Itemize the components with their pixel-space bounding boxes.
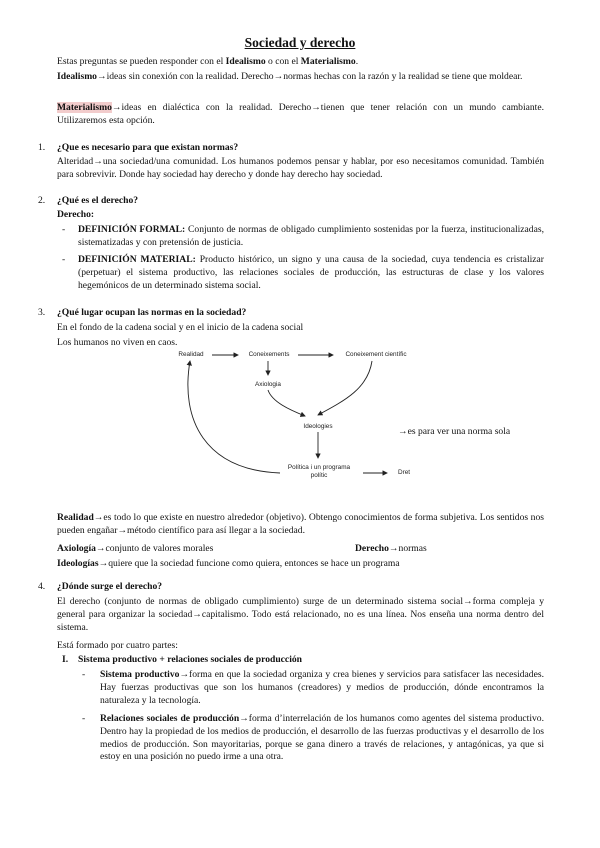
- arrow-axiologia-ideologies: [268, 390, 305, 416]
- bullet-dash: -: [62, 254, 66, 265]
- q4-formed-by: Está formado por cuatro partes:: [57, 640, 178, 651]
- materialismo-definition: Materialismo→ideas en dialéctica con la realidad. Derecho→tienen que tener relación con un mundo cambiante. Utilizaremos esta opción.: [57, 102, 544, 126]
- node-ideologies: Ideologies: [303, 423, 333, 430]
- relaciones-sociales-definition: Relaciones sociales de producción→forma d’interrelación de los humanos como agentes del sistema productivo. Dentro hay la propiedad de los medios de producción, el desarrollo de las fuerzas productivas y el desarrollo de los medios de producción. Son mayoritarias, porque se gana dinero a través de relaciones, y antagónicas, ya que si estoy en una posición no puedo irme a una otra.: [100, 713, 544, 763]
- definicion-material: DEFINICIÓN MATERIAL: Producto histórico, un signo y una causa de la sociedad, cuya tendencia es cristalizar (perpetuar) el sistema productivo, las relaciones sociales de producción, las estructuras de clase y los valores hegemónicos de un determinado sistema social.: [78, 254, 544, 291]
- arrow-cientific-ideologies: [318, 361, 372, 415]
- q4-number: 4.: [38, 581, 46, 592]
- node-politica: Política i un programa polític: [287, 464, 351, 479]
- q3-question: ¿Qué lugar ocupan las normas en la sociedad?: [57, 307, 247, 318]
- node-dret: Dret: [397, 469, 411, 476]
- bullet-dash: -: [82, 669, 86, 680]
- intro-line: Estas preguntas se pueden responder con el Idealismo o con el Materialismo.: [57, 56, 359, 67]
- node-realidad: Realidad: [178, 351, 204, 358]
- derecho-definition: Derecho→normas: [355, 543, 427, 554]
- bullet-dash: -: [62, 224, 66, 235]
- q2-number: 2.: [38, 195, 46, 206]
- q1-number: 1.: [38, 142, 46, 153]
- axiologia-definition: Axiología→conjunto de valores morales: [57, 543, 214, 554]
- q1-answer: Alteridad→una sociedad/una comunidad. Los humanos podemos pensar y hablar, por eso necesitamos comunidad. También para sobrevivir. Donde hay sociedad hay derecho y donde hay derecho hay sociedad.: [57, 156, 544, 180]
- q1-question: ¿Que es necesario para que existan normas?: [57, 142, 239, 153]
- roman-numeral: I.: [62, 654, 69, 665]
- q3-line2: Los humanos no viven en caos.: [57, 337, 178, 348]
- page-title: Sociedad y derecho: [244, 35, 356, 50]
- sistema-productivo-definition: Sistema productivo→forma en que la sociedad organiza y crea bienes y servicios para satisfacer las necesidades. Hay fuerzas productivas que son los humanos (creadores) y medios de producción, dónde encontramos la naturaleza y la tecnología.: [100, 669, 544, 706]
- node-axiologia: Axiologia: [255, 381, 281, 388]
- q2-question: ¿Qué es el derecho?: [57, 195, 139, 206]
- definicion-formal: DEFINICIÓN FORMAL: Conjunto de normas de obligado cumplimiento sostenidas por la fuerza, institucionalizadas, sistematizadas y con pretensión de justicia.: [78, 224, 544, 248]
- part-one-title: Sistema productivo + relaciones sociales de producción: [78, 654, 302, 665]
- ideologias-definition: Ideologías→quiere que la sociedad funcione como quiera, entonces se hace un programa: [57, 558, 400, 569]
- bullet-dash: -: [82, 713, 86, 724]
- q3-number: 3.: [38, 307, 46, 318]
- idealismo-definition: Idealismo→ideas sin conexión con la realidad. Derecho→normas hechas con la razón y la realidad se tiene que moldear.: [57, 71, 523, 82]
- diagram-side-note: →es para ver una norma sola: [398, 426, 511, 437]
- q4-paragraph: El derecho (conjunto de normas de obligado cumplimiento) surge de un determinado sistema social→forma compleja y general para organizar la sociedad→capitalismo. Todo está relacionado, no es una línea. Nos enseña una norma dentro del sistema.: [57, 596, 544, 633]
- realidad-definition: Realidad→es todo lo que existe en nuestro alrededor (objetivo). Obtengo conocimientos de forma subjetiva. Los sentidos nos pueden engañar→método científico para así llegar a la sociedad.: [57, 512, 544, 536]
- node-coneixement-cientific: Coneixement científic: [345, 351, 407, 358]
- q2-subtitle: Derecho:: [57, 209, 95, 220]
- q3-line1: En el fondo de la cadena social y en el inicio de la cadena social: [57, 322, 304, 333]
- q4-question: ¿Dónde surge el derecho?: [57, 581, 163, 592]
- arrow-politica-realidad: [188, 361, 280, 473]
- node-coneixements: Coneixements: [248, 351, 290, 358]
